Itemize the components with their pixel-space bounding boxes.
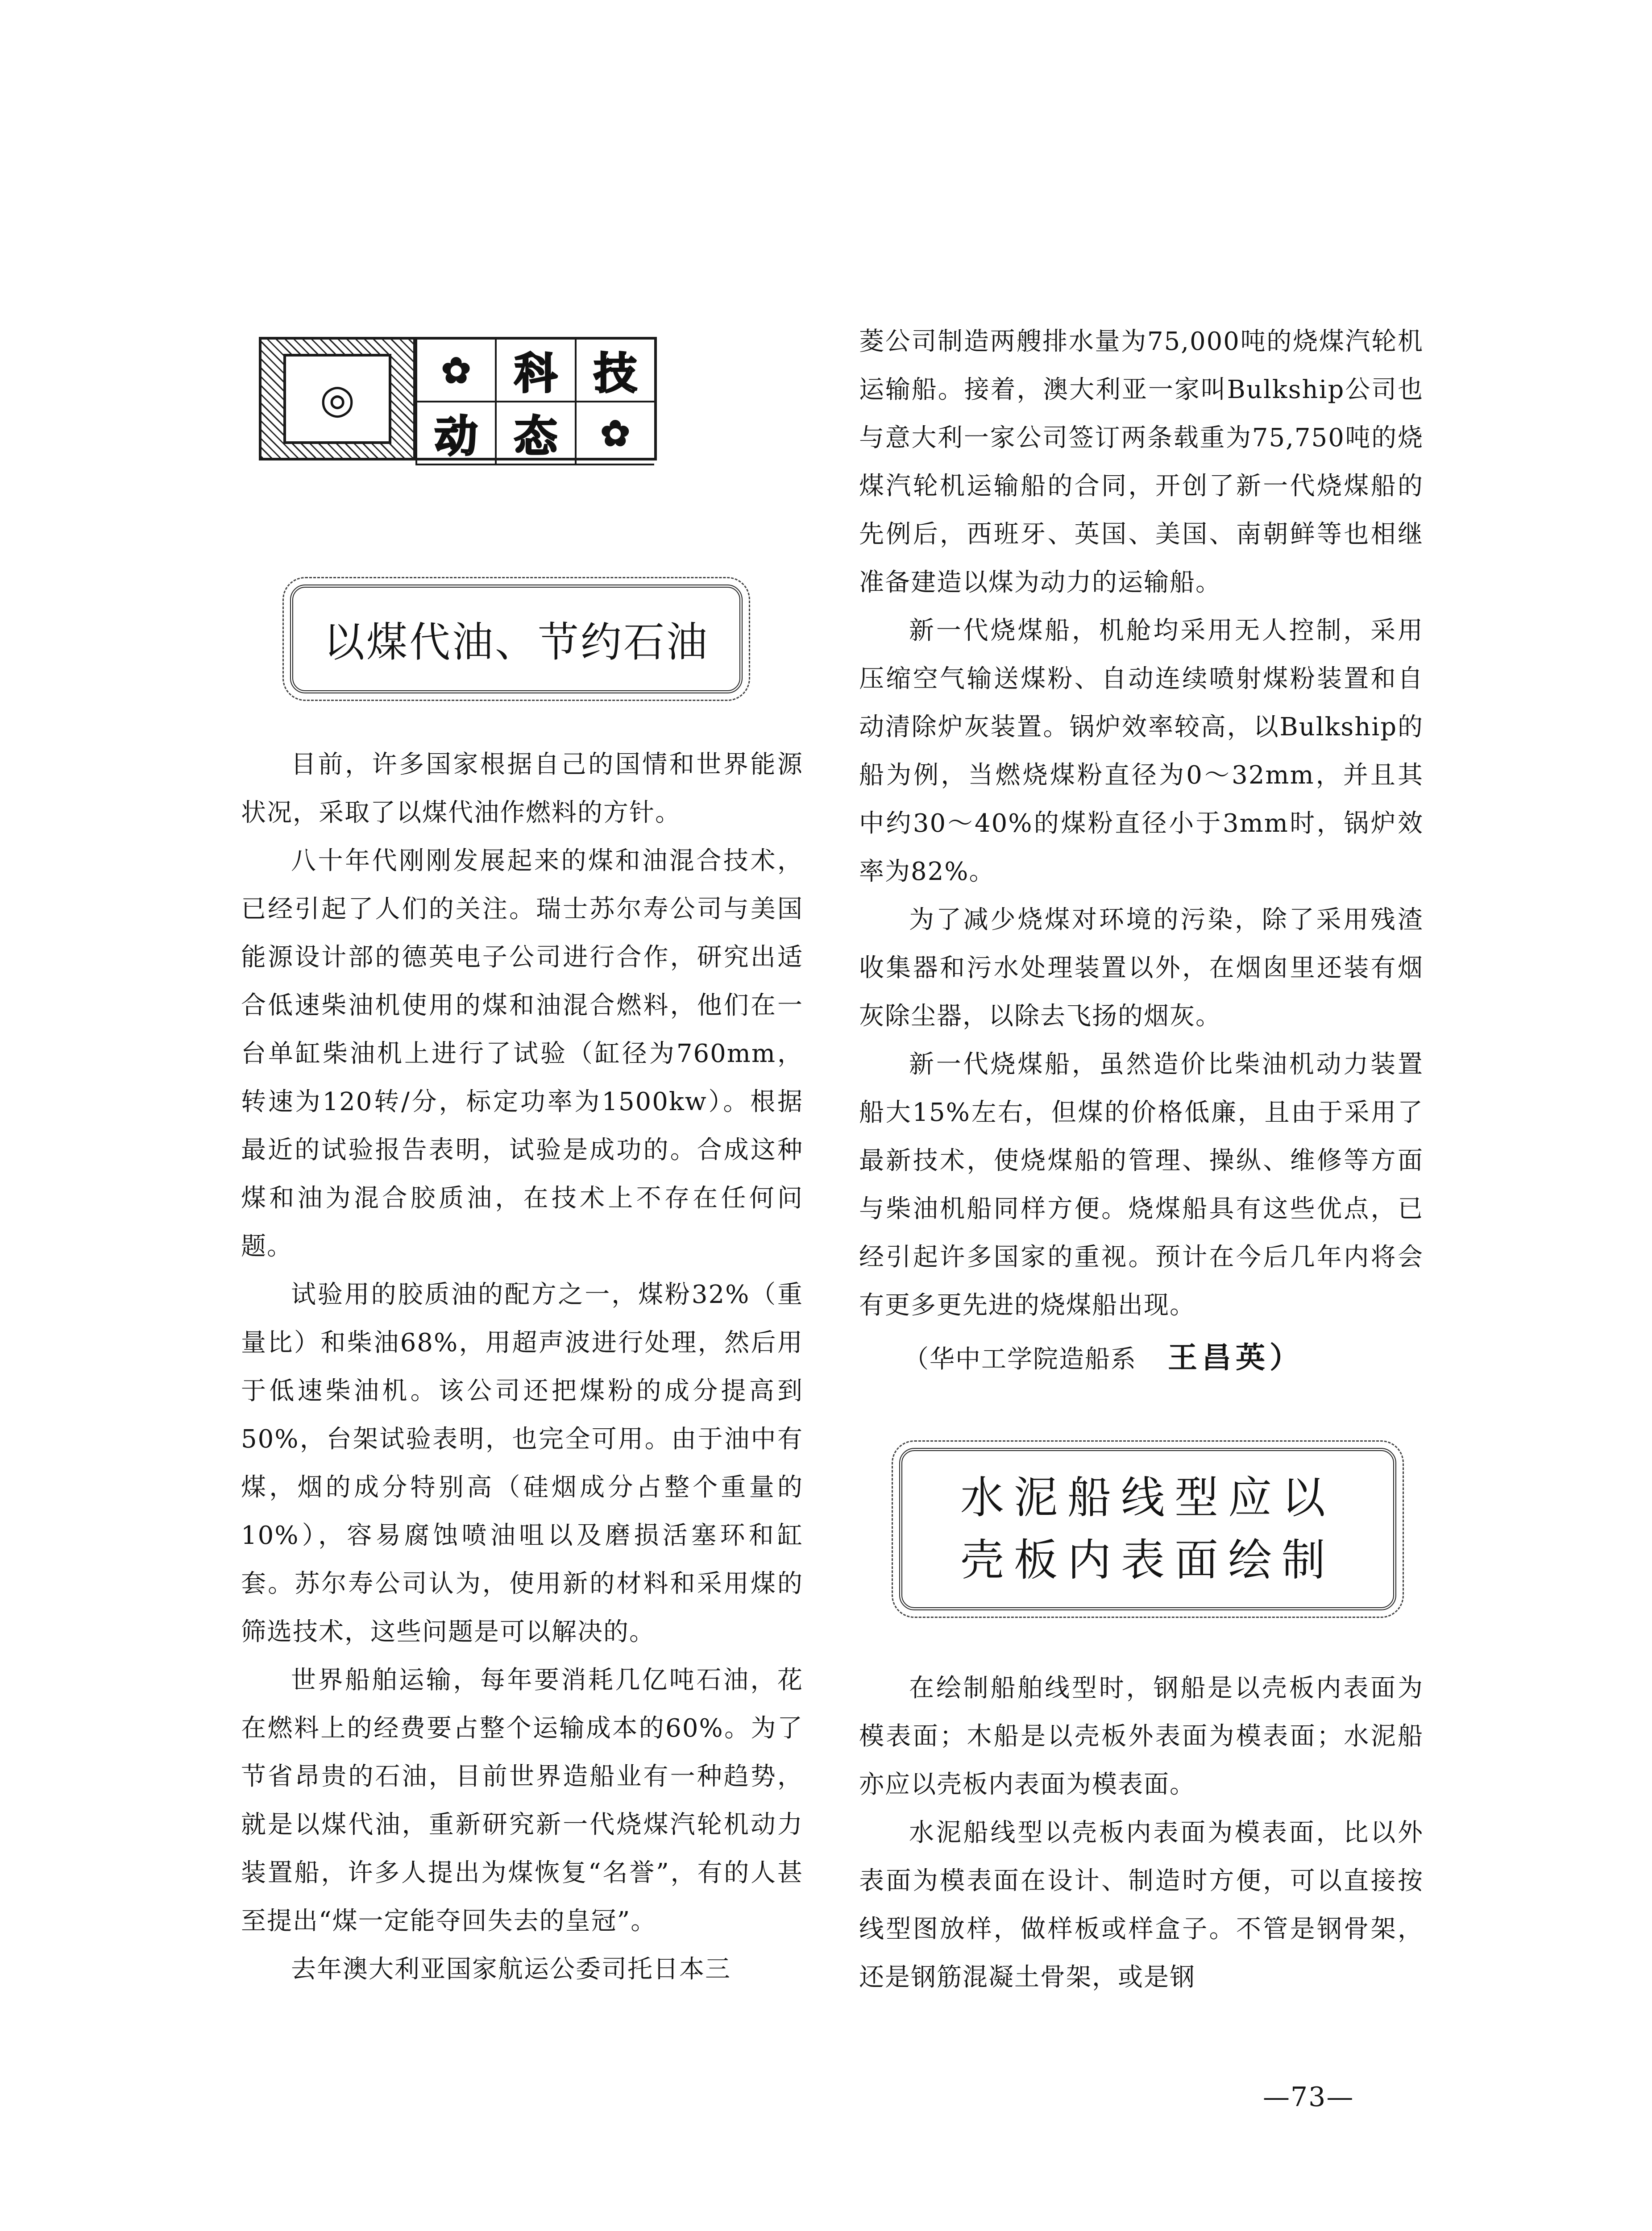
- column-logo: [259, 337, 657, 460]
- article-title: 以煤代油、节约石油: [323, 618, 709, 666]
- logo-char: 动: [415, 402, 495, 465]
- emblem-icon: ◎: [283, 354, 391, 444]
- article2-body: [859, 1664, 1424, 2002]
- article-title-frame: [290, 585, 743, 693]
- title-line: 壳板内表面绘制: [960, 1535, 1335, 1586]
- paragraph: 试验用的胶质油的配方之一，煤粉32%（重量比）和柴油68%，用超声波进行处理，然后用于低速柴油机。该公司还把煤粉的成分提高到50%，台架试验表明，也完全可用。由于油中有煤，烟的成分特别高（硅烟成分占整个重量的10%），容易腐蚀喷油咀以及磨损活塞环和缸套。苏尔寿公司认为，使用新的材料和采用煤的筛选技术，这些问题是可以解决的。: [241, 1280, 803, 1646]
- author-name: 王昌英）: [1168, 1340, 1303, 1375]
- author-byline: [904, 1333, 1424, 1384]
- paragraph: 去年澳大利亚国家航运公委司托日本三: [291, 1955, 731, 1984]
- paragraph: 新一代烧煤船，虽然造价比柴油机动力装置船大15%左右，但煤的价格低廉，且由于采用了最新技术，使烧煤船的管理、操纵、维修等方面与柴油机船同样方便。烧煤船具有这些优点，已经引起许多国家的重视。预计在今后几年内将会有更多更先进的烧煤船出现。: [859, 1050, 1424, 1320]
- logo-char: 科: [495, 340, 574, 402]
- paragraph: 目前，许多国家根据自己的国情和世界能源状况，采取了以煤代油作燃料的方针。: [241, 750, 803, 827]
- logo-emblem: [261, 340, 415, 458]
- flower-icon: ✿: [415, 340, 495, 402]
- logo-char: 态: [495, 402, 574, 465]
- author-affiliation: （华中工学院造船系: [904, 1345, 1137, 1374]
- left-column: [241, 741, 803, 1994]
- logo-grid: [415, 340, 654, 461]
- article-title: [960, 1467, 1335, 1592]
- right-column: [859, 318, 1424, 1384]
- logo-char: 技: [575, 340, 654, 402]
- flower-icon: ✿: [575, 402, 654, 465]
- paragraph: 为了减少烧煤对环境的污染，除了采用残渣收集器和污水处理装置以外，在烟囱里还装有烟灰除尘器，以除去飞扬的烟灰。: [859, 905, 1424, 1031]
- paragraph: 菱公司制造两艘排水量为75,000吨的烧煤汽轮机运输船。接着，澳大利亚一家叫Bulkship公司也与意大利一家公司签订两条载重为75,750吨的烧煤汽轮机运输船的合同，开创了新一代烧煤船的先例后，西班牙、英国、美国、南朝鲜等也相继准备建造以煤为动力的运输船。: [859, 327, 1424, 597]
- article-title-frame: [899, 1448, 1396, 1610]
- paragraph: 新一代烧煤船，机舱均采用无人控制，采用压缩空气输送煤粉、自动连续喷射煤粉装置和自动清除炉灰装置。锅炉效率较高，以Bulkship的船为例，当燃烧煤粉直径为0～32mm，并且其中约30～40%的煤粉直径小于3mm时，锅炉效率为82%。: [859, 616, 1424, 886]
- paragraph: 八十年代刚刚发展起来的煤和油混合技术，已经引起了人们的关注。瑞士苏尔寿公司与美国能源设计部的德英电子公司进行合作，研究出适合低速柴油机使用的煤和油混合燃料，他们在一台单缸柴油机上进行了试验（缸径为760mm，转速为120转/分，标定功率为1500kw）。根据最近的试验报告表明，试验是成功的。合成这种煤和油为混合胶质油，在技术上不存在任何问题。: [241, 846, 803, 1261]
- page-number: —73—: [1263, 2082, 1354, 2113]
- paragraph: 水泥船线型以壳板内表面为模表面，比以外表面为模表面在设计、制造时方便，可以直接按线型图放样，做样板或样盒子。不管是钢骨架，还是钢筋混凝土骨架，或是钢: [859, 1818, 1424, 1992]
- title-line: 水泥船线型应以: [960, 1472, 1335, 1523]
- paragraph: 世界船舶运输，每年要消耗几亿吨石油，花在燃料上的经费要占整个运输成本的60%。为了节省昂贵的石油，目前世界造船业有一种趋势，就是以煤代油，重新研究新一代烧煤汽轮机动力装置船，许多人提出为煤恢复“名誉”，有的人甚至提出“煤一定能夺回失去的皇冠”。: [241, 1666, 803, 1936]
- paragraph: 在绘制船舶线型时，钢船是以壳板内表面为模表面；木船是以壳板外表面为模表面；水泥船亦应以壳板内表面为模表面。: [859, 1674, 1424, 1799]
